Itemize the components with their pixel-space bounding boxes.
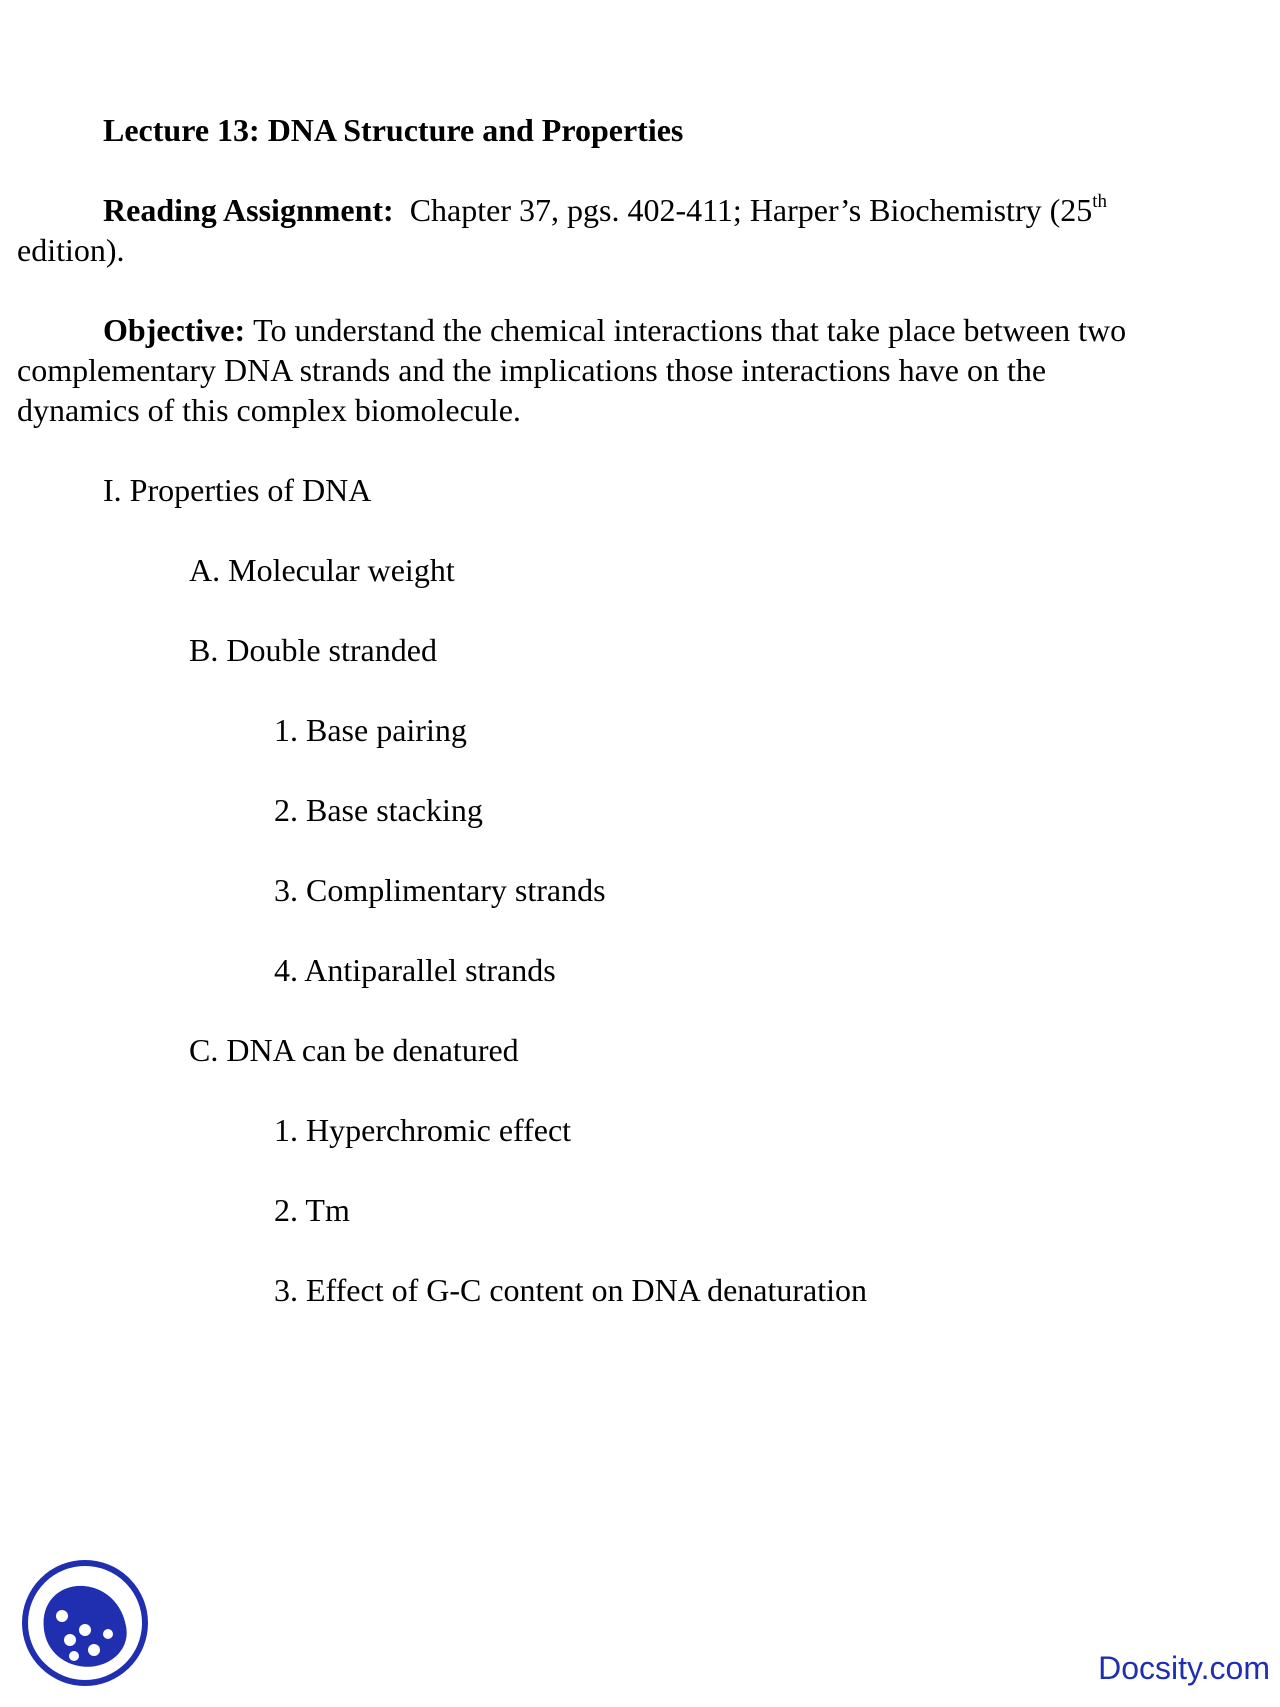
outline-item-c: C. DNA can be denatured: [189, 1032, 519, 1068]
objective-line-1: [103, 310, 1126, 350]
outline-section-i: I. Properties of DNA: [103, 472, 372, 508]
reading-superscript: th: [1092, 191, 1108, 212]
docsity-brand-link[interactable]: Docsity.com: [1098, 1650, 1270, 1686]
objective-text-1: To understand the chemical interactions that take place between two: [253, 312, 1127, 348]
reading-continuation: edition).: [17, 232, 125, 268]
outline-item-a: A. Molecular weight: [189, 552, 455, 588]
lecture-title: Lecture 13: DNA Structure and Properties: [103, 112, 684, 148]
outline-item-b1: 1. Base pairing: [274, 712, 467, 748]
docsity-logo-icon[interactable]: [22, 1560, 148, 1686]
outline-item-b: B. Double stranded: [189, 632, 437, 668]
outline-item-b2: 2. Base stacking: [274, 792, 483, 828]
outline-item-c3: 3. Effect of G-C content on DNA denaturation: [274, 1272, 868, 1308]
objective-label: Objective:: [103, 312, 246, 348]
outline-item-c2: 2. Tm: [274, 1192, 350, 1228]
objective-line-3: dynamics of this complex biomolecule.: [17, 392, 521, 428]
outline-item-b4: 4. Antiparallel strands: [274, 952, 556, 988]
objective-line-2: complementary DNA strands and the implications those interactions have on the: [17, 352, 1047, 388]
reading-label: Reading Assignment:: [103, 192, 394, 228]
reading-text: Chapter 37, pgs. 402-411; Harper’s Biochemistry (25: [409, 192, 1093, 228]
outline-item-b3: 3. Complimentary strands: [274, 872, 606, 908]
reading-assignment: [103, 190, 1107, 230]
outline-item-c1: 1. Hyperchromic effect: [274, 1112, 572, 1148]
